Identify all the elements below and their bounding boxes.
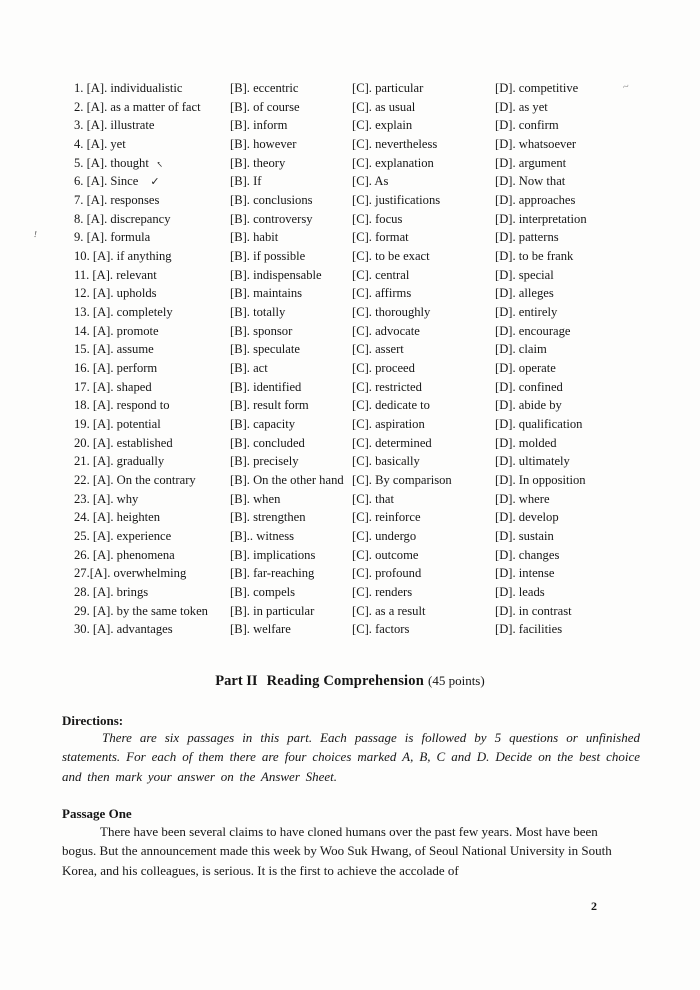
choice-a: 6. [A]. Since ✓ <box>74 172 230 192</box>
choice-d: [D]. where <box>495 491 550 506</box>
choice-d: [D]. ultimately <box>495 454 570 469</box>
handwritten-tick-mark: ✓ <box>150 175 160 189</box>
choice-d: [D]. In opposition <box>495 473 586 488</box>
choice-a: 18. [A]. respond to <box>74 398 170 413</box>
choice-b: [B]. strengthen <box>230 510 306 525</box>
choice-b: [B]. however <box>230 137 297 152</box>
choice-c: [C]. proceed <box>352 361 415 376</box>
choice-a: 10. [A]. if anything <box>74 249 172 264</box>
choice-b: [B]. welfare <box>230 622 291 637</box>
passage-one-label: Passage One <box>62 806 132 821</box>
choice-c: [C]. particular <box>352 81 424 95</box>
choice-d: [D]. confined <box>495 379 563 394</box>
choice-c: [C]. affirms <box>352 286 412 301</box>
choice-c: [C]. determined <box>352 435 432 450</box>
corner-stray-mark: ~ <box>621 80 631 94</box>
choice-c: [C]. factors <box>352 622 410 637</box>
choice-b: [B]. concluded <box>230 435 305 450</box>
choice-c: [C]. basically <box>352 454 420 469</box>
question-row-6 <box>74 172 649 191</box>
choice-d: [D]. facilities <box>495 622 563 637</box>
choice-c: [C]. explanation <box>352 155 434 170</box>
choice-b: [B]. result form <box>230 398 309 413</box>
choice-d: [D]. to be frank <box>495 249 574 264</box>
question-row-20 <box>74 434 649 453</box>
question-row-11 <box>74 266 649 285</box>
choice-a: 11. [A]. relevant <box>74 267 157 282</box>
question-row-26 <box>74 546 649 565</box>
choice-b: [B]. sponsor <box>230 323 293 338</box>
question-row-18 <box>74 396 649 415</box>
question-grid <box>74 79 649 639</box>
question-row-3 <box>74 116 649 135</box>
question-row-4 <box>74 135 649 154</box>
choice-a: 4. [A]. yet <box>74 137 126 152</box>
question-row-12 <box>74 284 649 303</box>
choice-b: [B]. capacity <box>230 417 296 432</box>
choice-d: [D]. develop <box>495 510 559 525</box>
choice-c: [C]. format <box>352 230 409 245</box>
choice-d: [D]. approaches <box>495 193 576 208</box>
question-row-2 <box>74 98 649 117</box>
choice-a: 27.[A]. overwhelming <box>74 566 187 581</box>
choice-c: [C]. justifications <box>352 193 441 208</box>
choice-a: 12. [A]. upholds <box>74 286 157 301</box>
question-row-16 <box>74 359 649 378</box>
choice-d: [D]. sustain <box>495 529 554 544</box>
question-row-14 <box>74 322 649 341</box>
choice-d: [D]. claim <box>495 342 547 357</box>
choice-a: 26. [A]. phenomena <box>74 547 175 562</box>
choice-a: 17. [A]. shaped <box>74 379 152 394</box>
question-row-9 <box>74 228 649 247</box>
choice-c: [C]. thoroughly <box>352 305 431 320</box>
choice-a: 25. [A]. experience <box>74 529 172 544</box>
choice-b: [B]. inform <box>230 118 288 133</box>
choice-c: [C]. As <box>352 174 389 189</box>
choice-c: [C]. as usual <box>352 99 416 114</box>
choice-c: [C]. explain <box>352 118 413 133</box>
choice-a: 28. [A]. brings <box>74 585 149 600</box>
question-row-22 <box>74 471 649 490</box>
choice-a: 1. [A]. individualistic <box>74 81 183 95</box>
question-row-24 <box>74 508 649 527</box>
choice-a: 30. [A]. advantages <box>74 622 173 637</box>
choice-d: [D]. special <box>495 267 554 282</box>
choice-a: 14. [A]. promote <box>74 323 159 338</box>
choice-c: [C]. outcome <box>352 547 419 562</box>
choice-c: [C]. focus <box>352 211 403 226</box>
choice-b: [B]. theory <box>230 155 286 170</box>
choice-a: 23. [A]. why <box>74 491 139 506</box>
question-row-19 <box>74 415 649 434</box>
part-label: Part II <box>215 673 258 689</box>
question-row-13 <box>74 303 649 322</box>
choice-d: [D]. leads <box>495 585 545 600</box>
choice-b: [B].. witness <box>230 529 295 544</box>
choice-c: [C]. assert <box>352 342 404 357</box>
choice-b: [B]. if possible <box>230 249 306 264</box>
choice-a: 7. [A]. responses <box>74 193 160 208</box>
choice-b: [B]. far-reaching <box>230 566 315 581</box>
choice-d: [D]. in contrast <box>495 603 572 618</box>
choice-b: [B]. eccentric <box>230 81 299 95</box>
choice-d: [D]. Now that <box>495 174 566 189</box>
page-number: 2 <box>591 899 597 913</box>
choice-b: [B]. totally <box>230 305 286 320</box>
choice-b: [B]. habit <box>230 230 279 245</box>
choice-a: 16. [A]. perform <box>74 361 158 376</box>
choice-d: [D]. qualification <box>495 417 583 432</box>
choice-c: [C]. central <box>352 267 410 282</box>
choice-c: [C]. nevertheless <box>352 137 438 152</box>
choice-d: [D]. molded <box>495 435 557 450</box>
choice-a: 9. [A]. formula <box>74 230 151 245</box>
directions-text: There are six passages in this part. Each passage is followed by 5 questions or unfinished statements. For each of them there are four choices marked A, B, C and D. Decide on the best choice and then mark your answer on the Answer Sheet. <box>62 730 640 784</box>
choice-d: [D]. competitive <box>495 81 579 95</box>
margin-stray-mark: ! <box>33 228 38 240</box>
question-row-17 <box>74 378 649 397</box>
choice-d: [D]. confirm <box>495 118 559 133</box>
choice-b: [B]. act <box>230 361 268 376</box>
question-row-21 <box>74 452 649 471</box>
section-title: Reading Comprehension <box>266 673 424 689</box>
choice-a: 15. [A]. assume <box>74 342 154 357</box>
choice-b: [B]. maintains <box>230 286 303 301</box>
choice-a: 24. [A]. heighten <box>74 510 161 525</box>
choice-c: [C]. that <box>352 491 394 506</box>
choice-a: 13. [A]. completely <box>74 305 173 320</box>
question-row-25 <box>74 527 649 546</box>
choice-d: [D]. encourage <box>495 323 571 338</box>
question-row-28 <box>74 583 649 602</box>
choice-c: [C]. By comparison <box>352 473 452 488</box>
choice-c: [C]. aspiration <box>352 417 425 432</box>
choice-b: [B]. speculate <box>230 342 300 357</box>
choice-a: 5. [A]. thought ✓ <box>74 155 165 170</box>
choice-c: [C]. reinforce <box>352 510 421 525</box>
choice-b: [B]. If <box>230 174 262 189</box>
choice-d: [D]. intense <box>495 566 555 581</box>
choice-a: 20. [A]. established <box>74 435 173 450</box>
choice-a: 3. [A]. illustrate <box>74 118 155 133</box>
choice-a: 22. [A]. On the contrary <box>74 473 196 488</box>
choice-b: [B]. compels <box>230 585 296 600</box>
question-row-27 <box>74 564 649 583</box>
choice-c: [C]. undergo <box>352 529 417 544</box>
choice-d: [D]. abide by <box>495 398 562 413</box>
question-row-5 <box>74 154 649 173</box>
choice-a: 8. [A]. discrepancy <box>74 211 171 226</box>
choice-b: [B]. implications <box>230 547 316 562</box>
section-points: (45 points) <box>428 673 485 688</box>
choice-a: 29. [A]. by the same token <box>74 603 208 618</box>
choice-c: [C]. renders <box>352 585 413 600</box>
choice-d: [D]. entirely <box>495 305 558 320</box>
choice-c: [C]. dedicate to <box>352 398 430 413</box>
question-row-8 <box>74 210 649 229</box>
choice-d: [D]. patterns <box>495 230 559 245</box>
question-row-23 <box>74 490 649 509</box>
choice-b: [B]. On the other hand <box>230 473 344 488</box>
question-row-7 <box>74 191 649 210</box>
directions-label: Directions: <box>62 713 124 728</box>
choice-b: [B]. precisely <box>230 454 299 469</box>
choice-b: [B]. of course <box>230 99 300 114</box>
choice-a: 21. [A]. gradually <box>74 454 165 469</box>
choice-c: [C]. restricted <box>352 379 422 394</box>
choice-d: [D]. operate <box>495 361 556 376</box>
question-row-10 <box>74 247 649 266</box>
choice-b: [B]. conclusions <box>230 193 313 208</box>
choice-d: [D]. changes <box>495 547 560 562</box>
choice-a: 2. [A]. as a matter of fact <box>74 99 201 114</box>
question-row-15 <box>74 340 649 359</box>
handwritten-tick-mark: ✓ <box>153 159 165 169</box>
choice-c: [C]. to be exact <box>352 249 430 264</box>
choice-c: [C]. profound <box>352 566 422 581</box>
choice-d: [D]. alleges <box>495 286 554 301</box>
question-row-30 <box>74 620 649 639</box>
choice-d: [D]. interpretation <box>495 211 587 226</box>
choice-d: [D]. whatsoever <box>495 137 577 152</box>
choice-b: [B]. identified <box>230 379 302 394</box>
choice-b: [B]. when <box>230 491 281 506</box>
choice-c: [C]. as a result <box>352 603 426 618</box>
section-header <box>0 673 700 690</box>
choice-d: [D]. as yet <box>495 99 548 114</box>
choice-d: [D]. argument <box>495 155 567 170</box>
question-row-1 <box>74 79 649 98</box>
choice-b: [B]. in particular <box>230 603 315 618</box>
choice-a: 19. [A]. potential <box>74 417 161 432</box>
passage-one-text: There have been several claims to have cloned humans over the past few years. Most have been bogus. But the announcement made this week by Woo Suk Hwang, of Seoul National University in South Korea, and his colleagues, is serious. It is the first to achieve the accolade of <box>62 824 612 878</box>
choice-c: [C]. advocate <box>352 323 420 338</box>
choice-b: [B]. indispensable <box>230 267 322 282</box>
choice-b: [B]. controversy <box>230 211 313 226</box>
question-row-29 <box>74 602 649 621</box>
